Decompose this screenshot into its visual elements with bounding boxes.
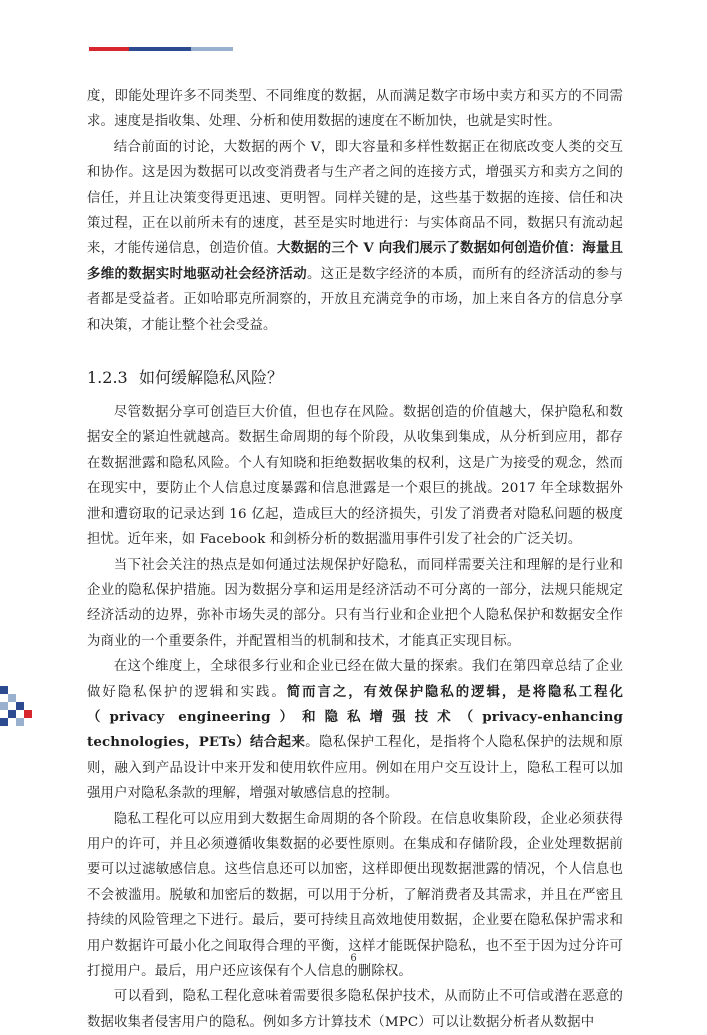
section-number: 1.2.3 xyxy=(87,368,128,388)
paragraph-emphasis: 大数据的三个 V 向我们展示了数据如何创造价值：海量且多维的数据实时地驱动社会经济活动 xyxy=(87,240,623,282)
section-heading xyxy=(87,365,623,391)
paragraph-lifecycle: 隐私工程化可以应用到大数据生命周期的各个阶段。在信息收集阶段，企业必须获得用户的许可，并且必须遵循收集数据的必要性原则。在集成和存储阶段，企业处理数据前要可以过滤敏感信息。这些信息还可以加密，这样即便出现数据泄露的情况，个人信息也不会被滥用。脱敏和加密后的数据，可以用于分析，了解消费者及其需求，并且在严密且持续的风险管理之下进行。最后，要可持续且高效地使用数据，企业要在隐私保护需求和用户数据许可最小化之间取得合理的平衡，这样才能既保护隐私，也不至于因为过分许可打搅用户。最后，用户还应该保有个人信息的删除权。 xyxy=(87,811,623,979)
paragraph-privacy-tech: 可以看到，隐私工程化意味着需要很多隐私保护技术，从而防止不可信或潜在恶意的数据收集者侵害用户的隐私。例如多方计算技术（MPC）可以让数据分析者从数据中 xyxy=(87,989,623,1030)
paragraph-text: 结合前面的讨论，大数据的两个 V，即大容量和多样性数据正在彻底改变人类的交互和协作。这是因为数据可以改变消费者与生产者之间的连接方式，增强买方和卖方之间的信任，并且让决策变得更迅速、更明智。同样关键的是，这些基于数据的连接、信任和决策过程，正在以前所未有的速度，甚至是实时地进行：与实体商品不同，数据只有流动起来，才能传递信息，创造价值。 xyxy=(87,139,623,257)
page-number: 6 xyxy=(350,953,357,964)
paragraph-big-data-v xyxy=(87,135,623,338)
header-color-bar xyxy=(89,47,233,51)
paragraph-regulation: 当下社会关注的热点是如何通过法规保护好隐私，而同样需要关注和理解的是行业和企业的隐私保护措施。因为数据分享和运用是经济活动不可分离的一部分，法规只能规定经济活动的边界，弥补市场失灵的部分。只有当行业和企业把个人隐私保护和数据安全作为商业的一个重要条件，并配置相当的机制和技术，才能真正实现目标。 xyxy=(87,557,623,649)
pixel-decoration-icon xyxy=(0,686,40,726)
paragraph-privacy-engineering xyxy=(87,654,623,806)
header-bar-red xyxy=(89,47,129,51)
section-title: 如何缓解隐私风险？ xyxy=(139,368,284,388)
page-body xyxy=(87,84,623,1035)
header-bar-light-blue xyxy=(191,47,233,51)
paragraph-text: 在这个维度上，全球很多行业和企业已经在做大量的探索。我们在第四章总结了企业做好隐私保护的逻辑和实践。 xyxy=(87,659,623,700)
paragraph-text: 。隐私保护工程化，是指将个人隐私保护的法规和原则，融入到产品设计中来开发和使用软件应用。例如在用户交互设计上，隐私工程可以加强用户对隐私条款的理解，增强对敏感信息的控制。 xyxy=(87,735,624,802)
header-bar-blue xyxy=(129,47,191,51)
paragraph-continuation: 度，即能处理许多不同类型、不同维度的数据，从而满足数字市场中卖方和买方的不同需求。速度是指收集、处理、分析和使用数据的速度在不断加快，也就是实时性。 xyxy=(87,89,623,130)
paragraph-privacy-risk: 尽管数据分享可创造巨大价值，但也存在风险。数据创造的价值越大，保护隐私和数据安全的紧迫性就越高。数据生命周期的每个阶段，从收集到集成，从分析到应用，都存在数据泄露和隐私风险。个人有知晓和拒绝数据收集的权利，这是广为接受的观念，然而在现实中，要防止个人信息过度暴露和信息泄露是一个艰巨的挑战。2017 年全球数据外泄和遭窃取的记录达到 16 亿起，造成巨大的经济损失，引发了消费者对隐私问题的极度担忧。近年来，如 Facebook 和剑桥分析的数据滥用事件引发了社会的广泛关切。 xyxy=(87,405,623,548)
paragraph-emphasis: 简而言之，有效保护隐私的逻辑，是将隐私工程化（privacy engineering）和隐私增强技术（privacy-enhancing technologies，PETs）结合起来 xyxy=(87,683,623,751)
paragraph-text: 。这正是数字经济的本质，而所有的经济活动的参与者都是受益者。正如哈耶克所洞察的，开放且充满竞争的市场，加上来自各方的信息分享和决策，才能让整个社会受益。 xyxy=(87,266,623,333)
